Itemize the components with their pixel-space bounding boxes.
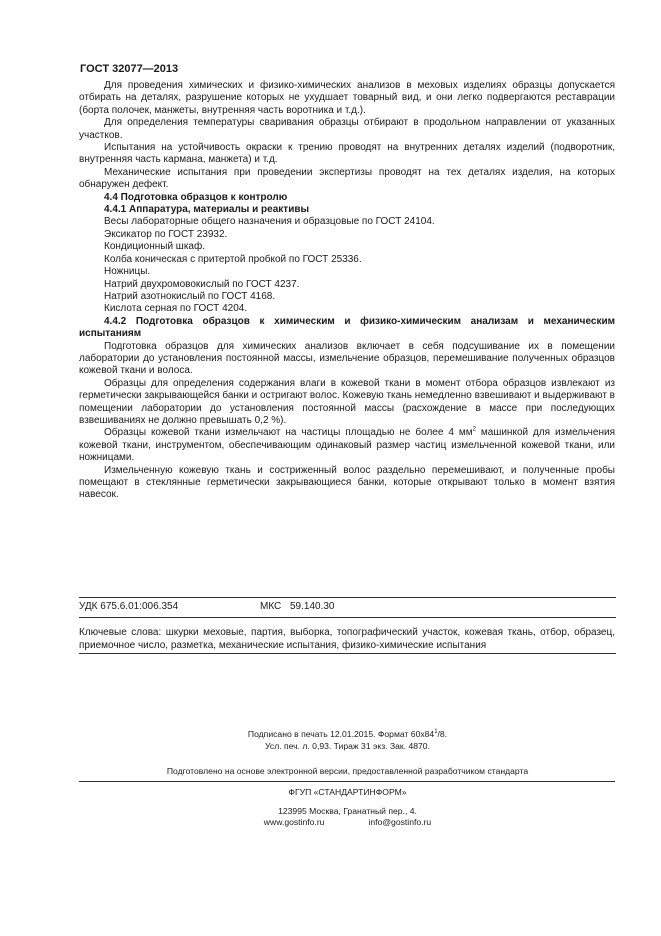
paragraph [79,427,615,464]
body-text [79,80,615,502]
print-signed-line: Подписано в печать 12.01.2015. Формат $60x84^1/8$. [247,729,448,739]
paragraph: Измельченную кожевую ткань и состриженный волос раздельно перемешивают, и полученные пробы помещают в стеклянные герметически закрывающиеся банки, которые открывают только в момент взятия навесок. [79,464,615,501]
document-id: ГОСТ 32077—2013 [80,63,179,75]
paragraph: Испытания на устойчивость окраски к трению проводят на внутренних деталях изделий (подворотник, внутренняя часть кармана, манжета) и т.д. [79,142,615,166]
list-item: Кислота серная по ГОСТ 4204. [104,303,248,315]
print-info-line: Усл. печ. л. 0,93. Тираж 31 экз. Зак. 4870. [265,741,430,751]
paragraph: Образцы для определения содержания влаги в кожевой ткани в момент отбора образцов извлекают из герметически закрывающейся банки и остригают волос. Кожевую ткань немедленно взвешивают и выдерживают в помещении лаборатории до установления постоянной массы (расхождение в массе при последующих взвешиваниях не должно превышать 0,2 %). [79,377,615,426]
list-item: Весы лабораторные общего назначения и образцовые по ГОСТ 24104. [104,216,435,228]
paragraph: Подготовка образцов для химических анализов включает в себя подсушивание их в помещении лаборатории до установления постоянной массы, измельчение образцов, перемешивание полученных образцов кожевой ткани и волоса. [79,340,615,377]
website-link[interactable]: www.gostinfo.ru [263,817,325,827]
email-link[interactable]: info@gostinfo.ru [368,817,432,827]
format-superscript: 1 [434,729,438,736]
udk-code: УДК 675.6.01:006.354 [79,601,179,612]
paragraph-part: Образцы кожевой ткани измельчают на частицы площадью не более 4 мм [104,427,473,439]
paragraph: Для проведения химических и физико-химических анализов в меховых изделиях образцы допускается отбирать на деталях, разрушение которых не ухудшает товарный вид, и они легко подвергаются реставрации (борта полочек, манжеты, внутренняя часть воротника и т.д.). [79,80,615,116]
paragraph: Механические испытания при проведении экспертизы проводят на тех деталях изделия, на которых обнаружен дефект. [79,166,615,191]
list-item: Колба коническая с притертой пробкой по ГОСТ 25336. [104,253,362,265]
mks-label: МКС [260,601,282,612]
paragraph: Для определения температуры сваривания образцы отбирают в продольном направлении от указанных участков. [79,117,615,141]
section-heading-4-4-1: 4.4.1 Аппаратура, материалы и реактивы [104,204,310,216]
signed-text: Подписано в печать 12.01.2015. Формат 60x84 [247,729,435,739]
divider [79,653,616,654]
keywords: Ключевые слова: шкурки меховые, партия, выборка, топографический участок, кожевая ткань, отбор, образец, приемочное число, разметка, механические испытания, физико-химические испытания [79,627,615,651]
mks-code: 59.140.30 [290,601,335,612]
publisher-name: ФГУП «СТАНДАРТИНФОРМ» [288,787,407,797]
section-heading-4-4: 4.4 Подготовка образцов к контролю [104,191,288,203]
list-item: Ножницы. [104,266,151,278]
publisher-address: 123995 Москва, Гранатный пер., 4. [278,806,417,816]
divider [79,597,616,598]
paragraph-part: машинкой для измельчения кожевой ткани, инструментом, обеспечивающим одинаковый размер частиц измельченной кожевой ткани, или ножницами. [79,427,615,464]
list-item: Кондиционный шкаф. [104,241,205,253]
divider [79,781,615,782]
superscript: 2 [472,427,476,434]
list-item: Натрий двухромовокислый по ГОСТ 4237. [104,278,300,290]
list-item: Натрий азотнокислый по ГОСТ 4168. [104,290,276,302]
prepared-note: Подготовлено на основе электронной версии, предоставленной разработчиком стандарта [166,766,529,776]
divider [79,617,616,618]
section-heading-4-4-2: 4.4.2 Подготовка образцов к химическим и физико-химическим анализам и механическим испытаниям [79,315,615,340]
format-fraction: /8 [437,729,445,739]
list-item: Эксикатор по ГОСТ 23932. [104,228,228,240]
publisher-contacts [79,817,616,828]
classification-line [79,601,616,612]
